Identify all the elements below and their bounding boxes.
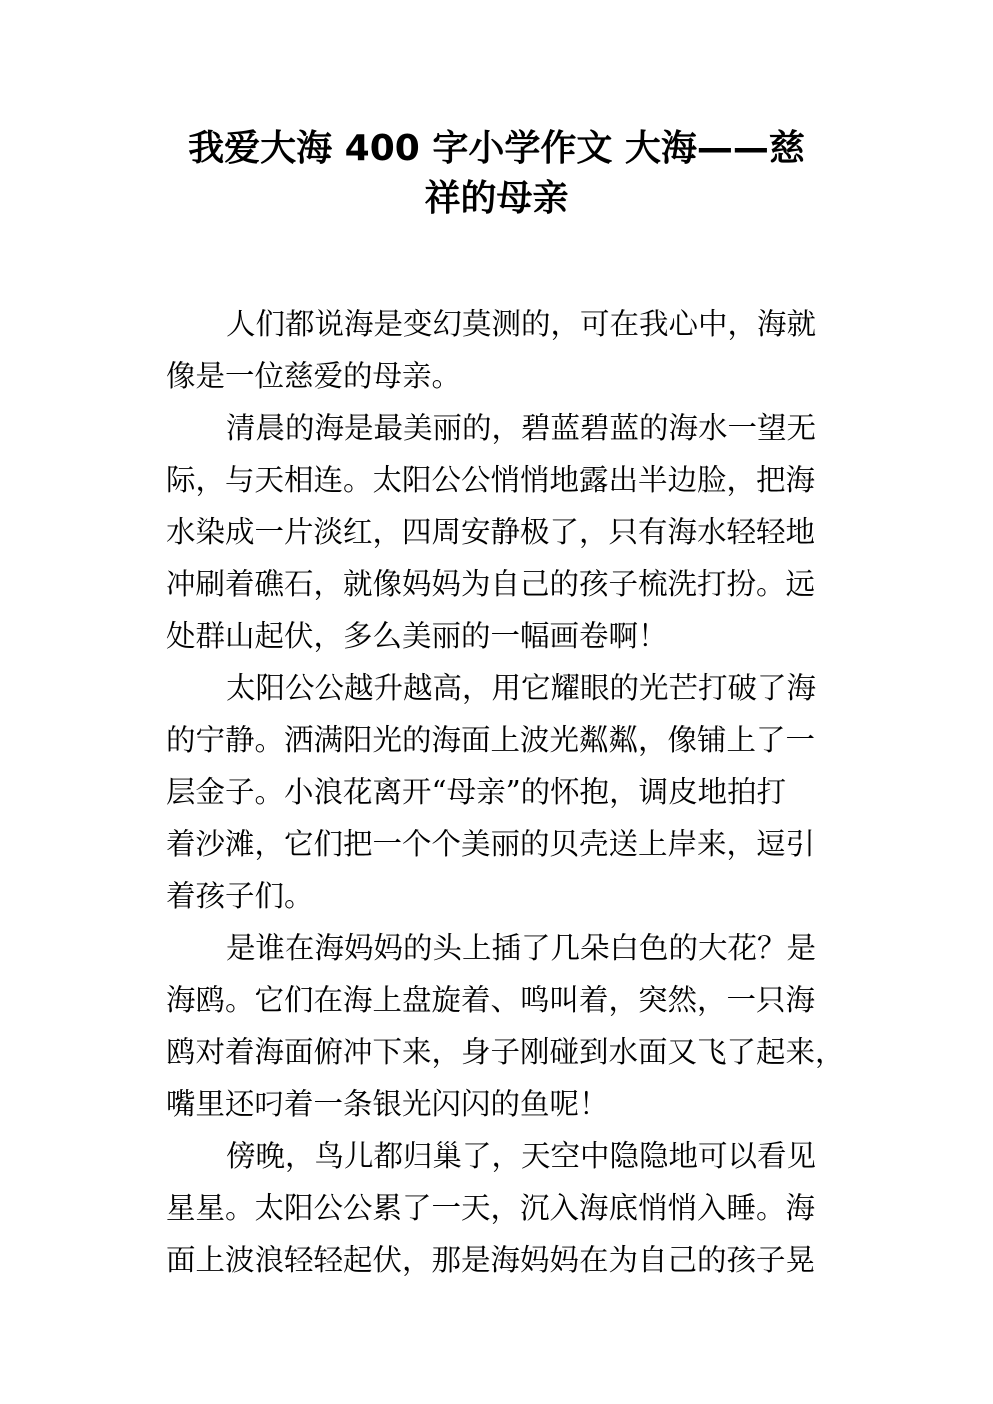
text-line: 星星。太阳公公累了一天，沉入海底悄悄入睡。海 bbox=[166, 1191, 816, 1225]
text-line: 傍晚，鸟儿都归巢了，天空中隐隐地可以看见 bbox=[226, 1139, 817, 1173]
text-line: 际，与天相连。太阳公公悄悄地露出半边脸，把海 bbox=[166, 463, 816, 497]
document-title bbox=[160, 124, 833, 224]
text-line: 清晨的海是最美丽的，碧蓝碧蓝的海水一望无 bbox=[226, 411, 817, 445]
text-line: 处群山起伏，多么美丽的一幅画卷啊！ bbox=[166, 619, 668, 653]
paragraph-5 bbox=[166, 1130, 828, 1286]
paragraph-1 bbox=[166, 298, 828, 402]
text-line: 鸥对着海面俯冲下来，身子刚碰到水面又飞了起来， bbox=[166, 1035, 845, 1069]
paragraph-2 bbox=[166, 402, 828, 662]
paragraph-4 bbox=[166, 922, 845, 1130]
text-line: 像是一位慈爱的母亲。 bbox=[166, 359, 462, 393]
text-line: 着沙滩，它们把一个个美丽的贝壳送上岸来，逗引 bbox=[166, 827, 816, 861]
text-line: 海鸥。它们在海上盘旋着、鸣叫着，突然，一只海 bbox=[166, 983, 816, 1017]
text-line: 着孩子们。 bbox=[166, 879, 314, 913]
text-line: 太阳公公越升越高，用它耀眼的光芒打破了海 bbox=[226, 671, 817, 705]
document-body bbox=[166, 298, 845, 1286]
title-line: 祥的母亲 bbox=[424, 178, 569, 219]
text-line: 水染成一片淡红，四周安静极了，只有海水轻轻地 bbox=[166, 515, 816, 549]
text-line: 的宁静。洒满阳光的海面上波光粼粼，像铺上了一 bbox=[166, 723, 816, 757]
title-line: 我爱大海 400 字小学作文 大海——慈 bbox=[188, 128, 805, 169]
text-line: 冲刷着礁石，就像妈妈为自己的孩子梳洗打扮。远 bbox=[166, 567, 816, 601]
text-line: 是谁在海妈妈的头上插了几朵白色的大花？是 bbox=[226, 931, 817, 965]
text-line: 人们都说海是变幻莫测的，可在我心中，海就 bbox=[226, 307, 817, 341]
text-line: 层金子。小浪花离开“母亲”的怀抱，调皮地拍打 bbox=[166, 775, 787, 809]
paragraph-3 bbox=[166, 662, 828, 922]
text-line: 面上波浪轻轻起伏，那是海妈妈在为自己的孩子晃 bbox=[166, 1243, 816, 1277]
text-line: 嘴里还叼着一条银光闪闪的鱼呢！ bbox=[166, 1087, 609, 1121]
